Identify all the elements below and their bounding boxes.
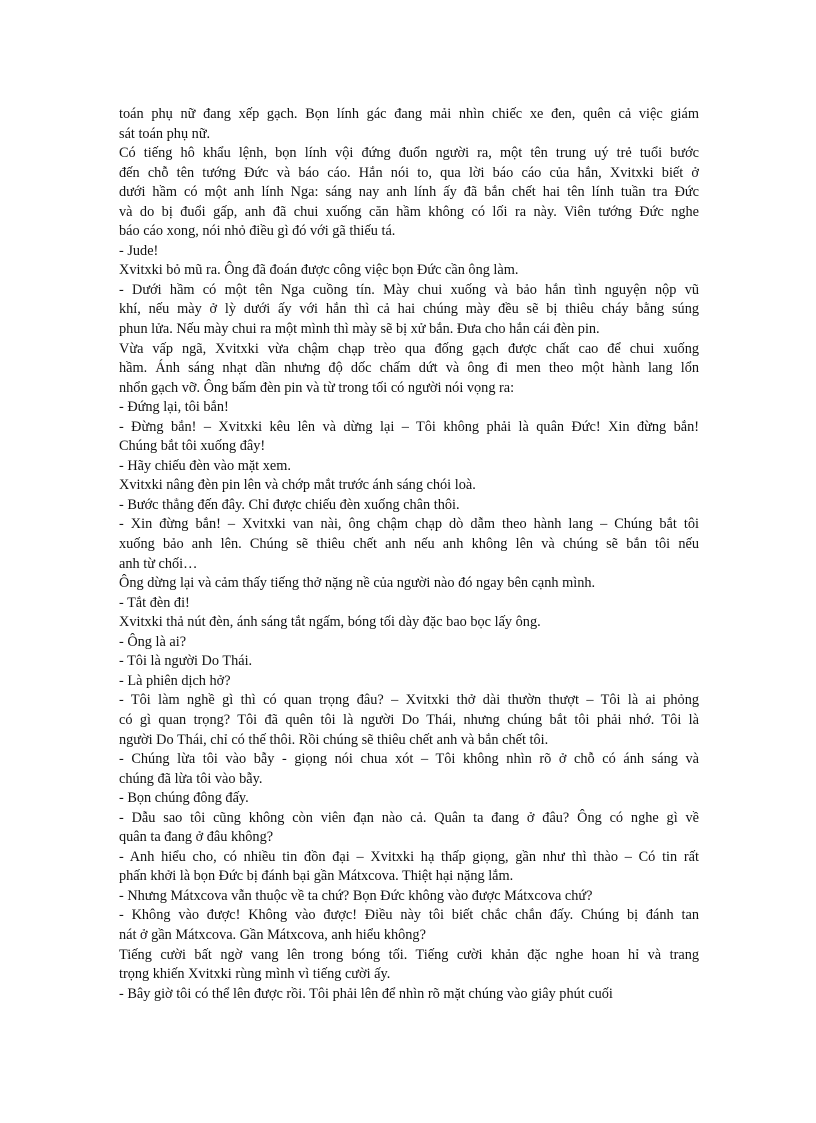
text-line: - Tôi làm nghề gì thì có quan trọng đâu? – Xvitxki thở dài thườn thượt – Tôi là ai phỏng	[119, 692, 699, 709]
text-line: - Là phiên dịch hở?	[119, 672, 231, 689]
text-line: - Xin đừng bắn! – Xvitxki van nài, ông chậm chạp dò dẫm theo hành lang – Chúng bắt tôi	[119, 516, 699, 533]
text-line: - Hãy chiếu đèn vào mặt xem.	[119, 457, 291, 474]
text-line: - Jude!	[119, 242, 159, 259]
text-line: xuống bảo anh lên. Chúng sẽ thiêu chết anh nếu anh không lên và chúng sẽ bắn tôi nếu	[119, 536, 699, 553]
text-line: hầm. Ánh sáng nhạt dần nhưng độ dốc chấm dứt và ông đi men theo một hành lang lổn	[119, 360, 699, 377]
text-line: Xvitxki nâng đèn pin lên và chớp mắt trước ánh sáng chói loà.	[119, 477, 476, 494]
text-line: nhổn gạch vỡ. Ông bấm đèn pin và từ trong tối có người nói vọng ra:	[119, 379, 515, 396]
text-line: - Dẫu sao tôi cũng không còn viên đạn nào cả. Quân ta đang ở đâu? Ông có nghe gì về	[119, 809, 699, 826]
text-line: - Đừng bắn! – Xvitxki kêu lên và dừng lại – Tôi không phải là quân Đức! Xin đừng bắn!	[119, 418, 699, 435]
text-line: - Nhưng Mátxcova vẫn thuộc về ta chứ? Bọn Đức không vào được Mátxcova chứ?	[119, 887, 593, 904]
text-line: và do bị đuổi gấp, anh đã chui xuống căn hầm không có lối ra này. Viên tướng Đức nghe	[119, 203, 699, 220]
text-line: phun lửa. Nếu mày chui ra một mình thì mày sẽ bị xử bắn. Đưa cho hắn cái đèn pin.	[119, 321, 600, 338]
document-body	[119, 105, 699, 1004]
text-line: toán phụ nữ đang xếp gạch. Bọn lính gác đang mải nhìn chiếc xe đen, quên cả việc giám	[119, 106, 699, 122]
text-line: đến chỗ tên tướng Đức và báo cáo. Hắn nói to, qua lời báo cáo của hắn, Xvitxki biết ở	[119, 164, 699, 181]
text-line: khí, nếu mày ở lỳ dưới ấy với hắn thì cả hai chúng mày đều sẽ bị thiêu cháy bằng súng	[119, 301, 699, 318]
text-line: Xvitxki thả nút đèn, ánh sáng tắt ngấm, bóng tối dày đặc bao bọc lấy ông.	[119, 614, 541, 631]
text-line: Có tiếng hô khẩu lệnh, bọn lính vội đứng đuổn người ra, một tên trung uý trẻ tuổi bước	[119, 145, 699, 162]
text-line: trọng khiến Xvitxki rùng mình vì tiếng cười ấy.	[119, 966, 391, 983]
text-line: - Bọn chúng đông đấy.	[119, 790, 249, 807]
text-line: Ông dừng lại và cảm thấy tiếng thở nặng nề của người nào đó ngay bên cạnh mình.	[119, 575, 596, 592]
text-line: báo cáo xong, nói nhỏ điều gì đó với gã thiếu tá.	[119, 223, 396, 240]
text-line: dưới hầm có một anh lính Nga: sáng nay anh lính ấy đã bắn chết hai tên lính tuần tra Đức	[119, 184, 699, 201]
text-line: - Anh hiểu cho, có nhiều tin đồn đại – Xvitxki hạ thấp giọng, gần như thì thào – Có tin rất	[119, 848, 699, 865]
text-line: - Đứng lại, tôi bắn!	[119, 399, 229, 416]
text-line: nát ở gần Mátxcova. Gần Mátxcova, anh hiểu không?	[119, 926, 426, 943]
text-line: Xvitxki bỏ mũ ra. Ông đã đoán được công việc bọn Đức cần ông làm.	[119, 262, 519, 279]
text-line: - Dưới hầm có một tên Nga cuồng tín. Mày chui xuống và bảo hắn tình nguyện nộp vũ	[119, 281, 699, 298]
text-line: - Không vào được! Không vào được! Điều này tôi biết chắc chắn đấy. Chúng bị đánh tan	[119, 907, 699, 924]
text-line: Tiếng cười bất ngờ vang lên trong bóng tối. Tiếng cười khản đặc nghe hoan hỉ và trang	[119, 946, 699, 963]
text-line: sát toán phụ nữ.	[119, 125, 211, 142]
text-line: - Tôi là người Do Thái.	[119, 653, 253, 670]
text-line: - Bước thẳng đến đây. Chỉ được chiếu đèn xuống chân thôi.	[119, 496, 460, 513]
text-line: - Bây giờ tôi có thể lên được rồi. Tôi phải lên để nhìn rõ mặt chúng vào giây phút cuối	[119, 985, 613, 1002]
text-line: - Tắt đèn đi!	[119, 594, 190, 611]
text-line: - Chúng lừa tôi vào bẫy - giọng nói chua xót – Tôi không nhìn rõ ở chỗ có ánh sáng và	[119, 751, 699, 768]
text-line: quân ta đang ở đâu không?	[119, 829, 274, 846]
text-line: anh từ chối…	[119, 555, 198, 572]
text-line: - Ông là ai?	[119, 633, 187, 650]
text-line: phấn khởi là bọn Đức bị đánh bại gần Mátxcova. Thiệt hại nặng lắm.	[119, 868, 514, 885]
text-line: người Do Thái, chỉ có thế thôi. Rồi chúng sẽ thiêu chết anh và bắn chết tôi.	[119, 731, 549, 748]
text-line: Vừa vấp ngã, Xvitxki vừa chậm chạp trèo qua đống gạch được chất cao để chui xuống	[119, 340, 699, 357]
text-line: Chúng bắt tôi xuống đây!	[119, 438, 266, 455]
text-line: có gì quan trọng? Tôi đã quên tôi là người Do Thái, nhưng chúng bắt tôi phải nhớ. Tôi là	[119, 711, 699, 728]
text-line: chúng đã lừa tôi vào bẫy.	[119, 770, 263, 787]
